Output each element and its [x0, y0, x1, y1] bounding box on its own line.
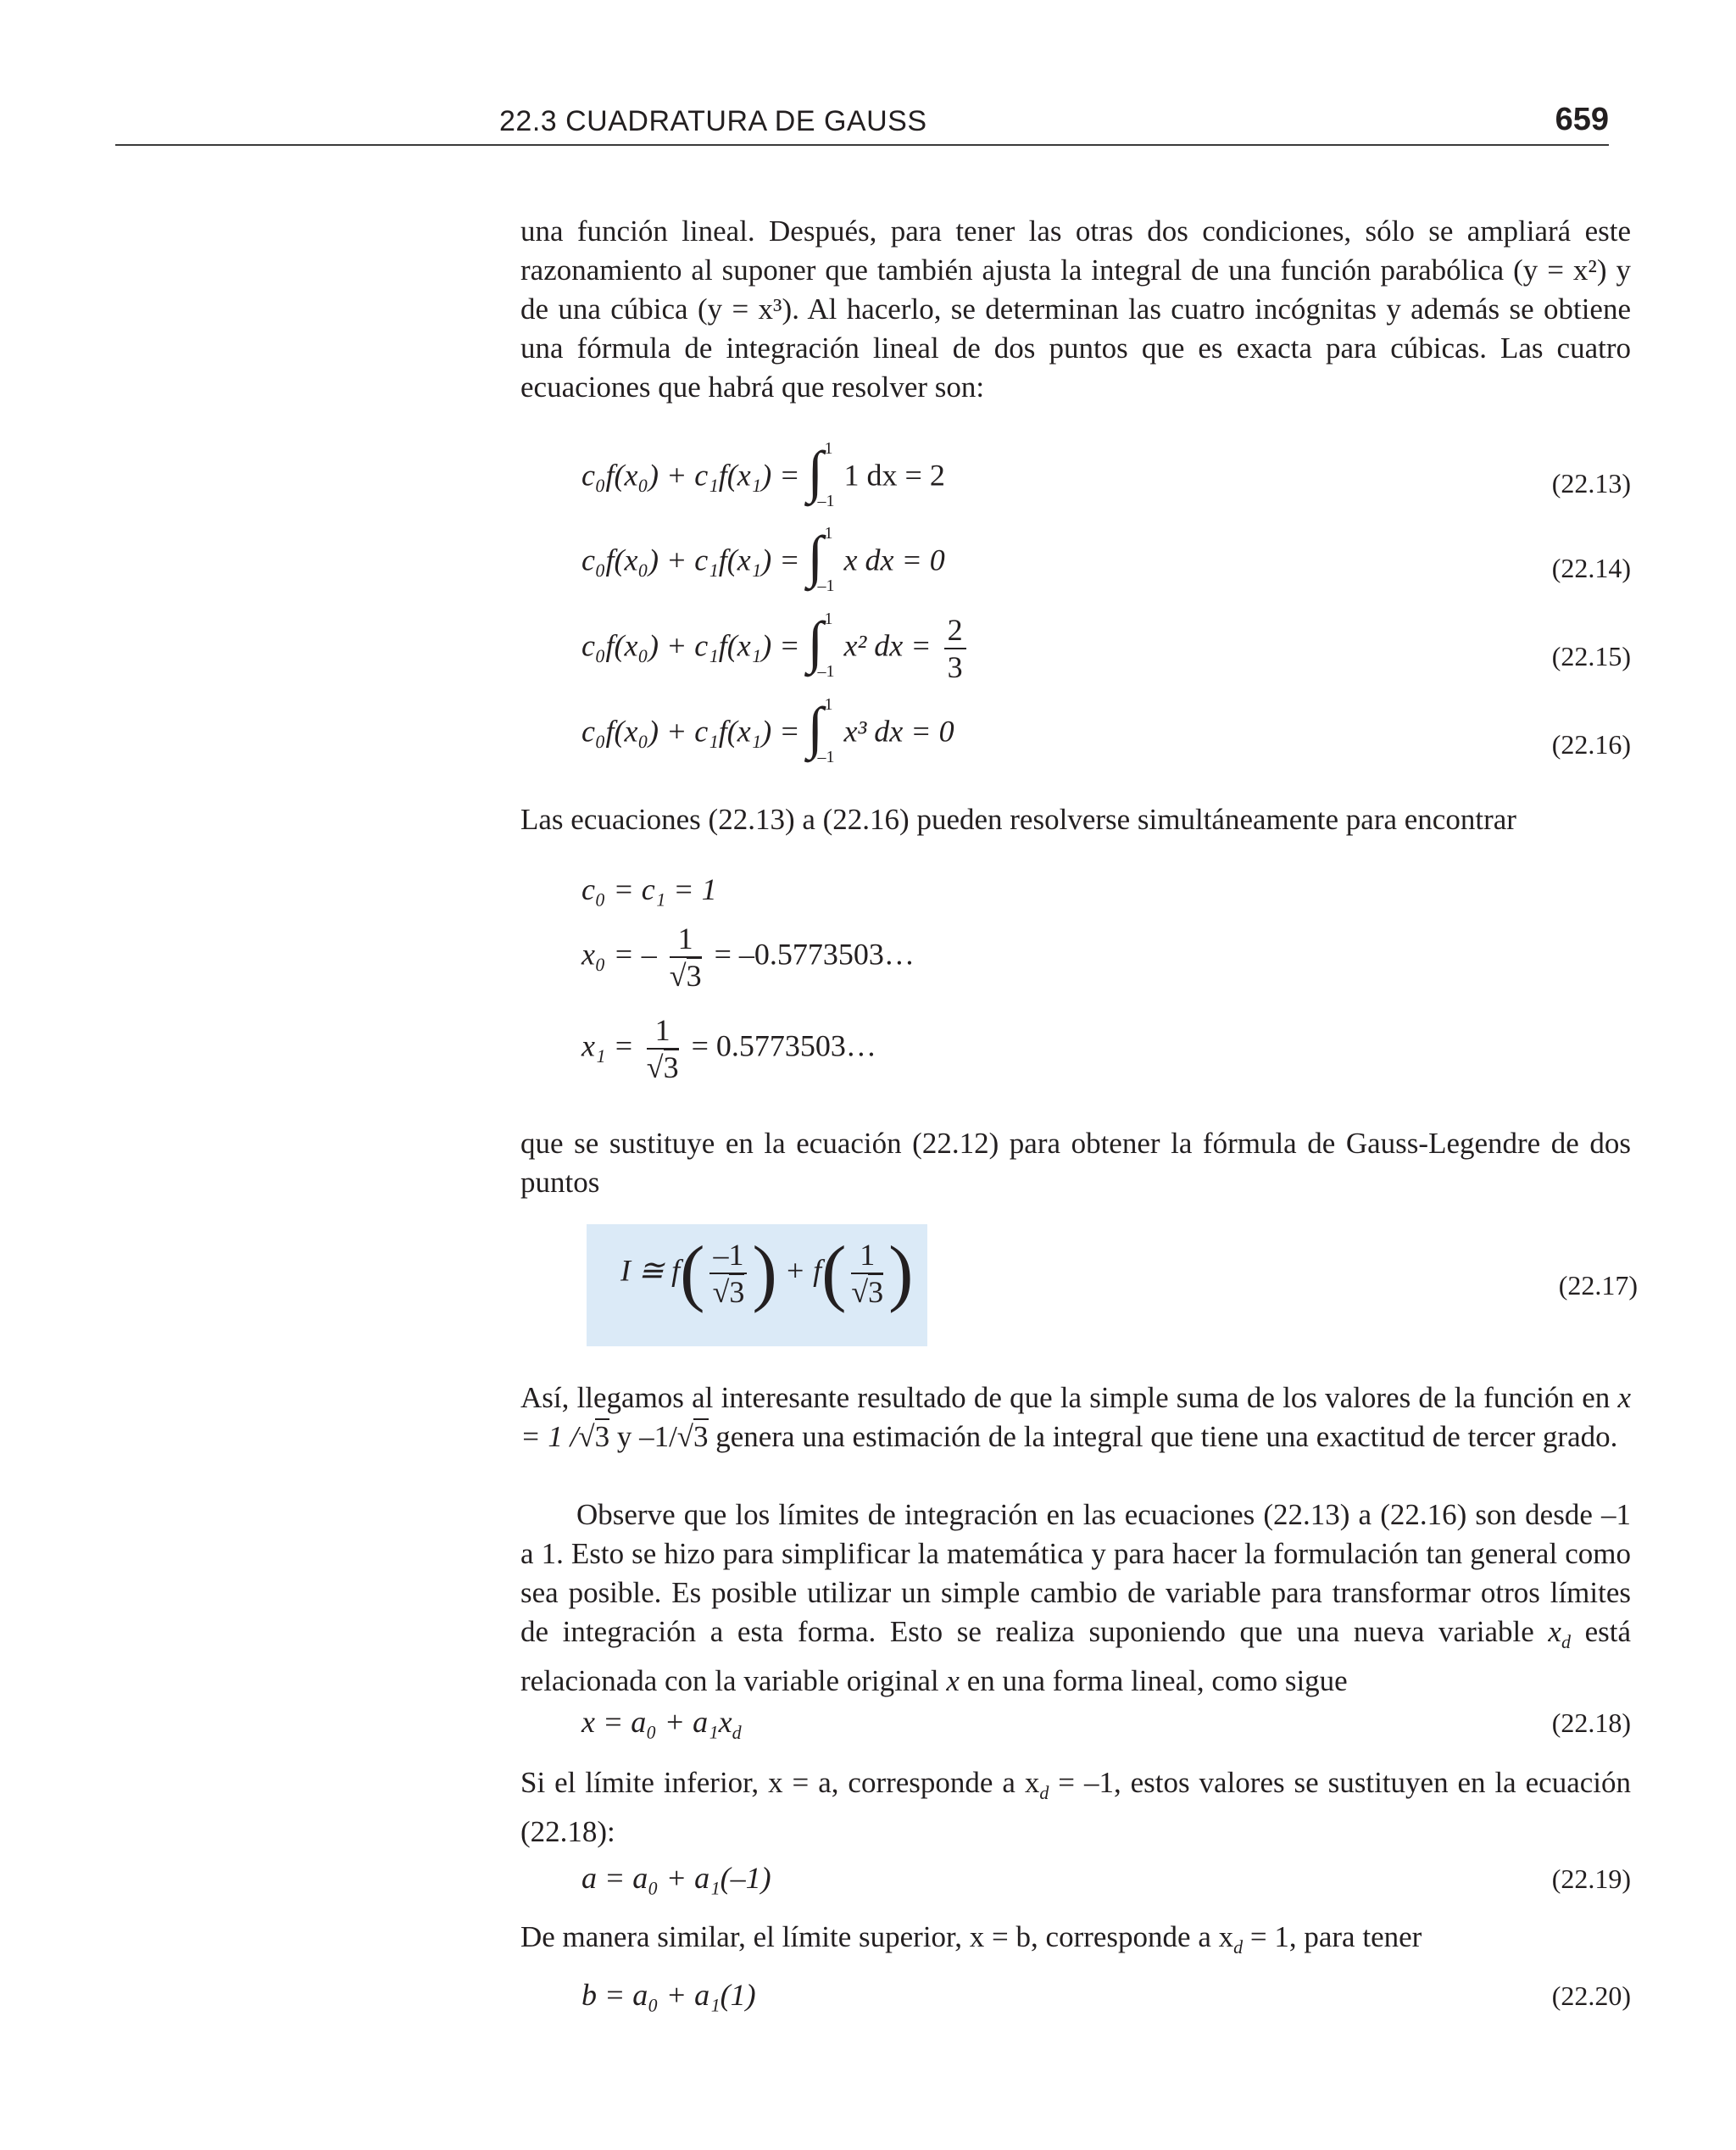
boxed-eq-plus: + f [784, 1253, 822, 1288]
integral-sign: ∫ 1 –1 [807, 610, 835, 681]
equation-22-17 [620, 1232, 914, 1314]
paragraph-upper-limit-text: De manera similar, el límite superior, x = b, corresponde a $x_d = 1$, para tener [520, 1920, 1422, 1958]
equation-22-18: $x = a_0 + a_1x_d$ [581, 1705, 742, 1744]
fraction: $\frac{1}{√3}$ [851, 1238, 884, 1309]
page-header [115, 100, 1609, 146]
equation-rhs: x dx = 0 [843, 543, 945, 577]
equation-rhs: x³ dx = 0 [843, 714, 954, 749]
paragraph-intro [520, 212, 1631, 407]
fraction: $\frac{1}{√3}$ [646, 1013, 679, 1084]
equation-number: (22.14) [1551, 553, 1631, 583]
paragraph-substitute-text: que se sustituye en la ecuación (22.12) para obtener la fórmula de Gauss-Legendre de dos puntos [520, 1127, 1631, 1199]
fraction: $\frac{2}{3}$ [944, 612, 966, 685]
solution-x1-rhs: = 0.5773503… [691, 1028, 876, 1063]
paragraph-intro-text: una función lineal. Después, para tener las otras dos condiciones, sólo se ampliará este razonamiento al suponer que también ajusta la integral de una función parabólica (y = x²) y de una cúbica (y = x³). Al hacerlo, se determinan las cuatro incógnitas y además se obtiene una fórmula de integración lineal de dos puntos que es exacta para cúbicas. Las cuatro ecuaciones que habrá que resolver son: [520, 214, 1631, 404]
equation-lhs: c₀f(x₀) + c₁f(x₁) = [581, 714, 800, 749]
integral-sign: ∫ 1 –1 [807, 439, 835, 510]
solution-x1 [581, 1012, 876, 1085]
equation-rhs: 1 dx = 2 [843, 458, 945, 493]
fraction: $\frac{1}{√3}$ [669, 922, 702, 993]
paragraph-upper-limit [520, 1918, 1631, 1967]
equation-number: (22.13) [1551, 468, 1631, 499]
page-number: 659 [1555, 102, 1609, 137]
solution-coefficients: c₀ = c₁ = 1 [581, 872, 717, 906]
section-title: 22.3 CUADRATURA DE GAUSS [499, 105, 927, 137]
paragraph-solve [520, 800, 1631, 839]
solution-x0 [581, 921, 915, 994]
paragraph-solve-text: Las ecuaciones (22.13) a (22.16) pueden resolverse simultáneamente para encontrar [520, 803, 1516, 836]
equation-22-19: a = a₀ + a₁(–1) [581, 1861, 771, 1895]
paragraph-substitute [520, 1124, 1631, 1202]
paragraph-limits-text: Observe que los límites de integración en las ecuaciones (22.13) a (22.16) son desde –1 a 1. Esto se hizo para simplificar la matemática y para hacer la formulación tan general como sea posible. Es posible utilizar un simple cambio de variable para transformar otros límites de integración a esta forma. Esto se realiza suponiendo que una nueva variable $x_d$ está relacionada con la variable original x en una forma lineal, como sigue [520, 1498, 1631, 1697]
paragraph-lower-limit-text: Si el límite inferior, x = a, corresponde a $x_d = -1$, estos valores se sustituyen en la ecuación (22.18): [520, 1766, 1632, 1848]
equation-rhs: x² dx = [843, 628, 932, 663]
integral-sign: ∫ 1 –1 [807, 695, 835, 766]
equation-22-20: b = a₀ + a₁(1) [581, 1978, 756, 2012]
integral-sign: ∫ 1 –1 [807, 524, 835, 595]
solution-x0-lhs: x₀ = – [581, 937, 657, 972]
left-paren: ( [821, 1232, 847, 1314]
right-paren: ) [888, 1232, 914, 1314]
equation-lhs: c₀f(x₀) + c₁f(x₁) = [581, 543, 800, 577]
equation-number: (22.15) [1551, 641, 1631, 671]
equation-22-16 [581, 695, 954, 766]
equation-number: (22.16) [1551, 729, 1631, 760]
paragraph-lower-limit [520, 1763, 1631, 1852]
equation-lhs: c₀f(x₀) + c₁f(x₁) = [581, 628, 800, 663]
fraction: $\frac{-1}{√3}$ [709, 1237, 747, 1310]
equation-lhs: c₀f(x₀) + c₁f(x₁) = [581, 458, 800, 493]
equation-number: (22.18) [1551, 1707, 1631, 1738]
equation-number: (22.19) [1551, 1863, 1631, 1894]
boxed-eq-lhs: I ≅ f [620, 1253, 681, 1288]
solution-x1-lhs: x₁ = [581, 1028, 634, 1063]
paragraph-limits [520, 1496, 1631, 1701]
paragraph-result [520, 1379, 1631, 1457]
left-paren: ( [680, 1232, 705, 1314]
paragraph-result-text: Así, llegamos al interesante resultado de que la simple suma de los valores de la función en x = 1 /√3 y –1/√3 genera una estimación de la integral que tiene una exactitud de tercer grado. [520, 1381, 1631, 1453]
equation-22-15 [581, 612, 971, 685]
equation-22-14 [581, 524, 945, 595]
solution-x0-rhs: = –0.5773503… [714, 937, 915, 972]
equation-22-13 [581, 439, 945, 510]
equation-number: (22.20) [1551, 1980, 1631, 2011]
right-paren: ) [752, 1232, 777, 1314]
equation-number: (22.17) [1558, 1270, 1638, 1301]
